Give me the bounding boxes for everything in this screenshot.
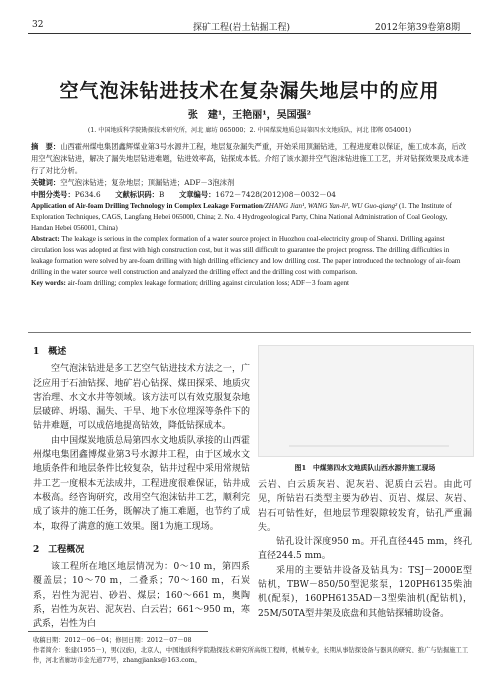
section-2-paragraph-1: 该工程所在地区地层情况为：0～10 m，第四系覆盖层；10～70 m，二叠系；70～160 m，石炭系，岩性为泥岩、砂岩、煤层；160～661 m，奥陶系，岩性为灰岩、泥灰岩、白云岩；661～950 m，寒武系，岩性为白 — [33, 562, 250, 630]
english-abstract-label: Abstract: — [31, 235, 60, 243]
abstract-block — [31, 141, 471, 289]
abstract-text: 山西霍州煤电集团鑫辉煤业第3号水源井工程，地层复杂漏失严重，开始采用顶漏钻进，工程进度难以保证，施工成本高，后改用空气泡沫钻进，解决了漏失地层钻进难题，钻进效率高，钻探成本低。介绍了该水源井空气泡沫钻进施工工艺，并对钻探效果及成本进行了对比分析。 — [31, 142, 469, 175]
left-column — [33, 345, 250, 632]
page-number: 32 — [32, 20, 44, 30]
english-keywords-label: Key words: — [31, 279, 66, 287]
figure-1-photo — [258, 345, 474, 457]
footnotes — [33, 636, 471, 666]
clc-value: P634.6 — [74, 190, 101, 199]
affiliations: (1. 中国地质科学院勘探技术研究所，河北 廊坊 065000；2. 中国煤炭地质总局第四水文地质队，河北 邯郸 054001) — [87, 127, 412, 134]
doc-code-label: 文献标识码： — [115, 190, 159, 199]
section-1-paragraph-1: 空气泡沫钻进是多工艺空气钻进技术方法之一，广泛应用于石油钻探、地矿岩心钻探、煤田探采、地质灾害治理、水文水井等领域。该方法可以有效克服复杂地层破碎、坍塌、漏失、干旱、地下水位埋深等条件下的钻井难题，可以成倍地提高钻效，降低钻探成本。 — [33, 364, 250, 432]
right-column-text — [258, 478, 472, 621]
right-paragraph-3: 采用的主要钻井设备及钻具为：TSJ－2000E型钻机，TBW－850/50型泥浆泵，120PH6135柴油机(配泵)，160PH6135AD－3型柴油机(配钻机)，25M/50TA型井架及底盘和其他钻探辅助设备。 — [258, 565, 472, 619]
section-2-heading: 2 工程概况 — [33, 544, 85, 555]
issue-info: 2012年第39卷第8期 — [375, 23, 461, 33]
article-no-value: 1672－7428(2012)08－0032－04 — [215, 190, 336, 199]
abstract-cn — [31, 141, 471, 177]
english-title-line — [31, 201, 471, 234]
keywords-text: 空气泡沫钻进；复杂地层；顶漏钻进；ADF－3泡沫剂 — [60, 178, 235, 187]
figure-1-caption: 图1 中煤第四水文地质队山西水源井施工现场 — [294, 464, 436, 472]
section-1-paragraph-2: 由中国煤炭地质总局第四水文地质队承接的山西霍州煤电集团鑫博煤业第3号水源井工程，由于区域水文地质条件和地层条件比较复杂，钻井过程中采用常规钻井工艺一度根本无法成井，工程进度很难保证，钻井成本极高。经咨询研究，改用空气泡沫钻井工艺，顺利完成了该井的施工任务，既解决了施工难题，也节约了成本，取得了满意的施工效果。图1为施工现场。 — [33, 435, 250, 532]
doc-code-value: B — [158, 190, 165, 199]
english-keywords — [31, 278, 471, 289]
keywords-label: 关键词： — [31, 178, 61, 187]
keywords-cn — [31, 177, 471, 189]
article-title: 空气泡沫钻进技术在复杂漏失地层中的应用 — [59, 80, 440, 102]
author-bio: 作者简介：张建(1955－)，男(汉族)，北京人，中国地质科学院勘探技术研究所高级工程师，机械专业，长期从事钻探设备与器具的研究、推广与钻掘施工工作，河北省廊坊市金光道77号，zhangjianks@163.com。 — [33, 647, 469, 664]
english-abstract — [31, 234, 471, 278]
english-affiliations: (1. The Institute of Exploration Techniques, CAGS, Langfang Hebei 065000, China; 2. No. 4 Hydrogeological Party, China National Administration of Coal Geology, Handan Hebei 056001, China) — [31, 202, 453, 232]
english-keywords-text: air-foam drilling; complex leakage formation; drilling against circulation loss; ADF－3 foam agent — [65, 279, 350, 287]
article-no-label: 文章编号： — [178, 190, 216, 199]
right-paragraph-1: 云岩、白云质灰岩、泥灰岩、泥质白云岩。由此可见，所钻岩石类型主要为砂岩、页岩、煤层、灰岩、岩石可钻性好，但地层节理裂隙较发育，钻孔严重漏失。 — [258, 480, 472, 533]
english-abstract-text: The leakage is serious in the complex formation of a water source project in Huozhou coal-electricity group of Shanxi. Drilling against circulation loss was adopted at first with high construction cost, but it was still difficult to guarantee the project progress. The drilling difficulties in leakage formation were solved by are-foam drilling with high drilling efficiency and low drilling cost. The paper introduced the technology of air-foam drilling in the water source well construction and analyzed the drilling effect and the drilling cost with comparison. — [31, 235, 461, 276]
abstract-label: 摘 要： — [31, 142, 61, 151]
footnote-rule — [28, 631, 208, 632]
article-authors: 张 建¹，王艳丽¹，吴国强² — [187, 110, 312, 121]
right-paragraph-2: 钻孔设计深度950 m。开孔直径445 mm，终孔直径244.5 mm。 — [258, 537, 472, 562]
classification-line — [31, 189, 471, 201]
drill-site-photo — [259, 346, 473, 456]
journal-name: 探矿工程(岩土钻掘工程) — [193, 23, 291, 33]
english-authors: /ZHANG Jian¹, WANG Yan-li¹, WU Guo-qiang² — [262, 202, 398, 210]
header-rule — [28, 33, 471, 34]
section-1-heading: 1 概述 — [33, 347, 67, 357]
english-title: Application of Air-foam Drilling Technology in Complex Leakage Formation — [31, 202, 263, 210]
section-divider — [28, 332, 471, 333]
received-date: 收稿日期：2012－06－04；修回日期：2012－07－08 — [33, 637, 192, 644]
clc-label: 中图分类号： — [31, 190, 75, 199]
